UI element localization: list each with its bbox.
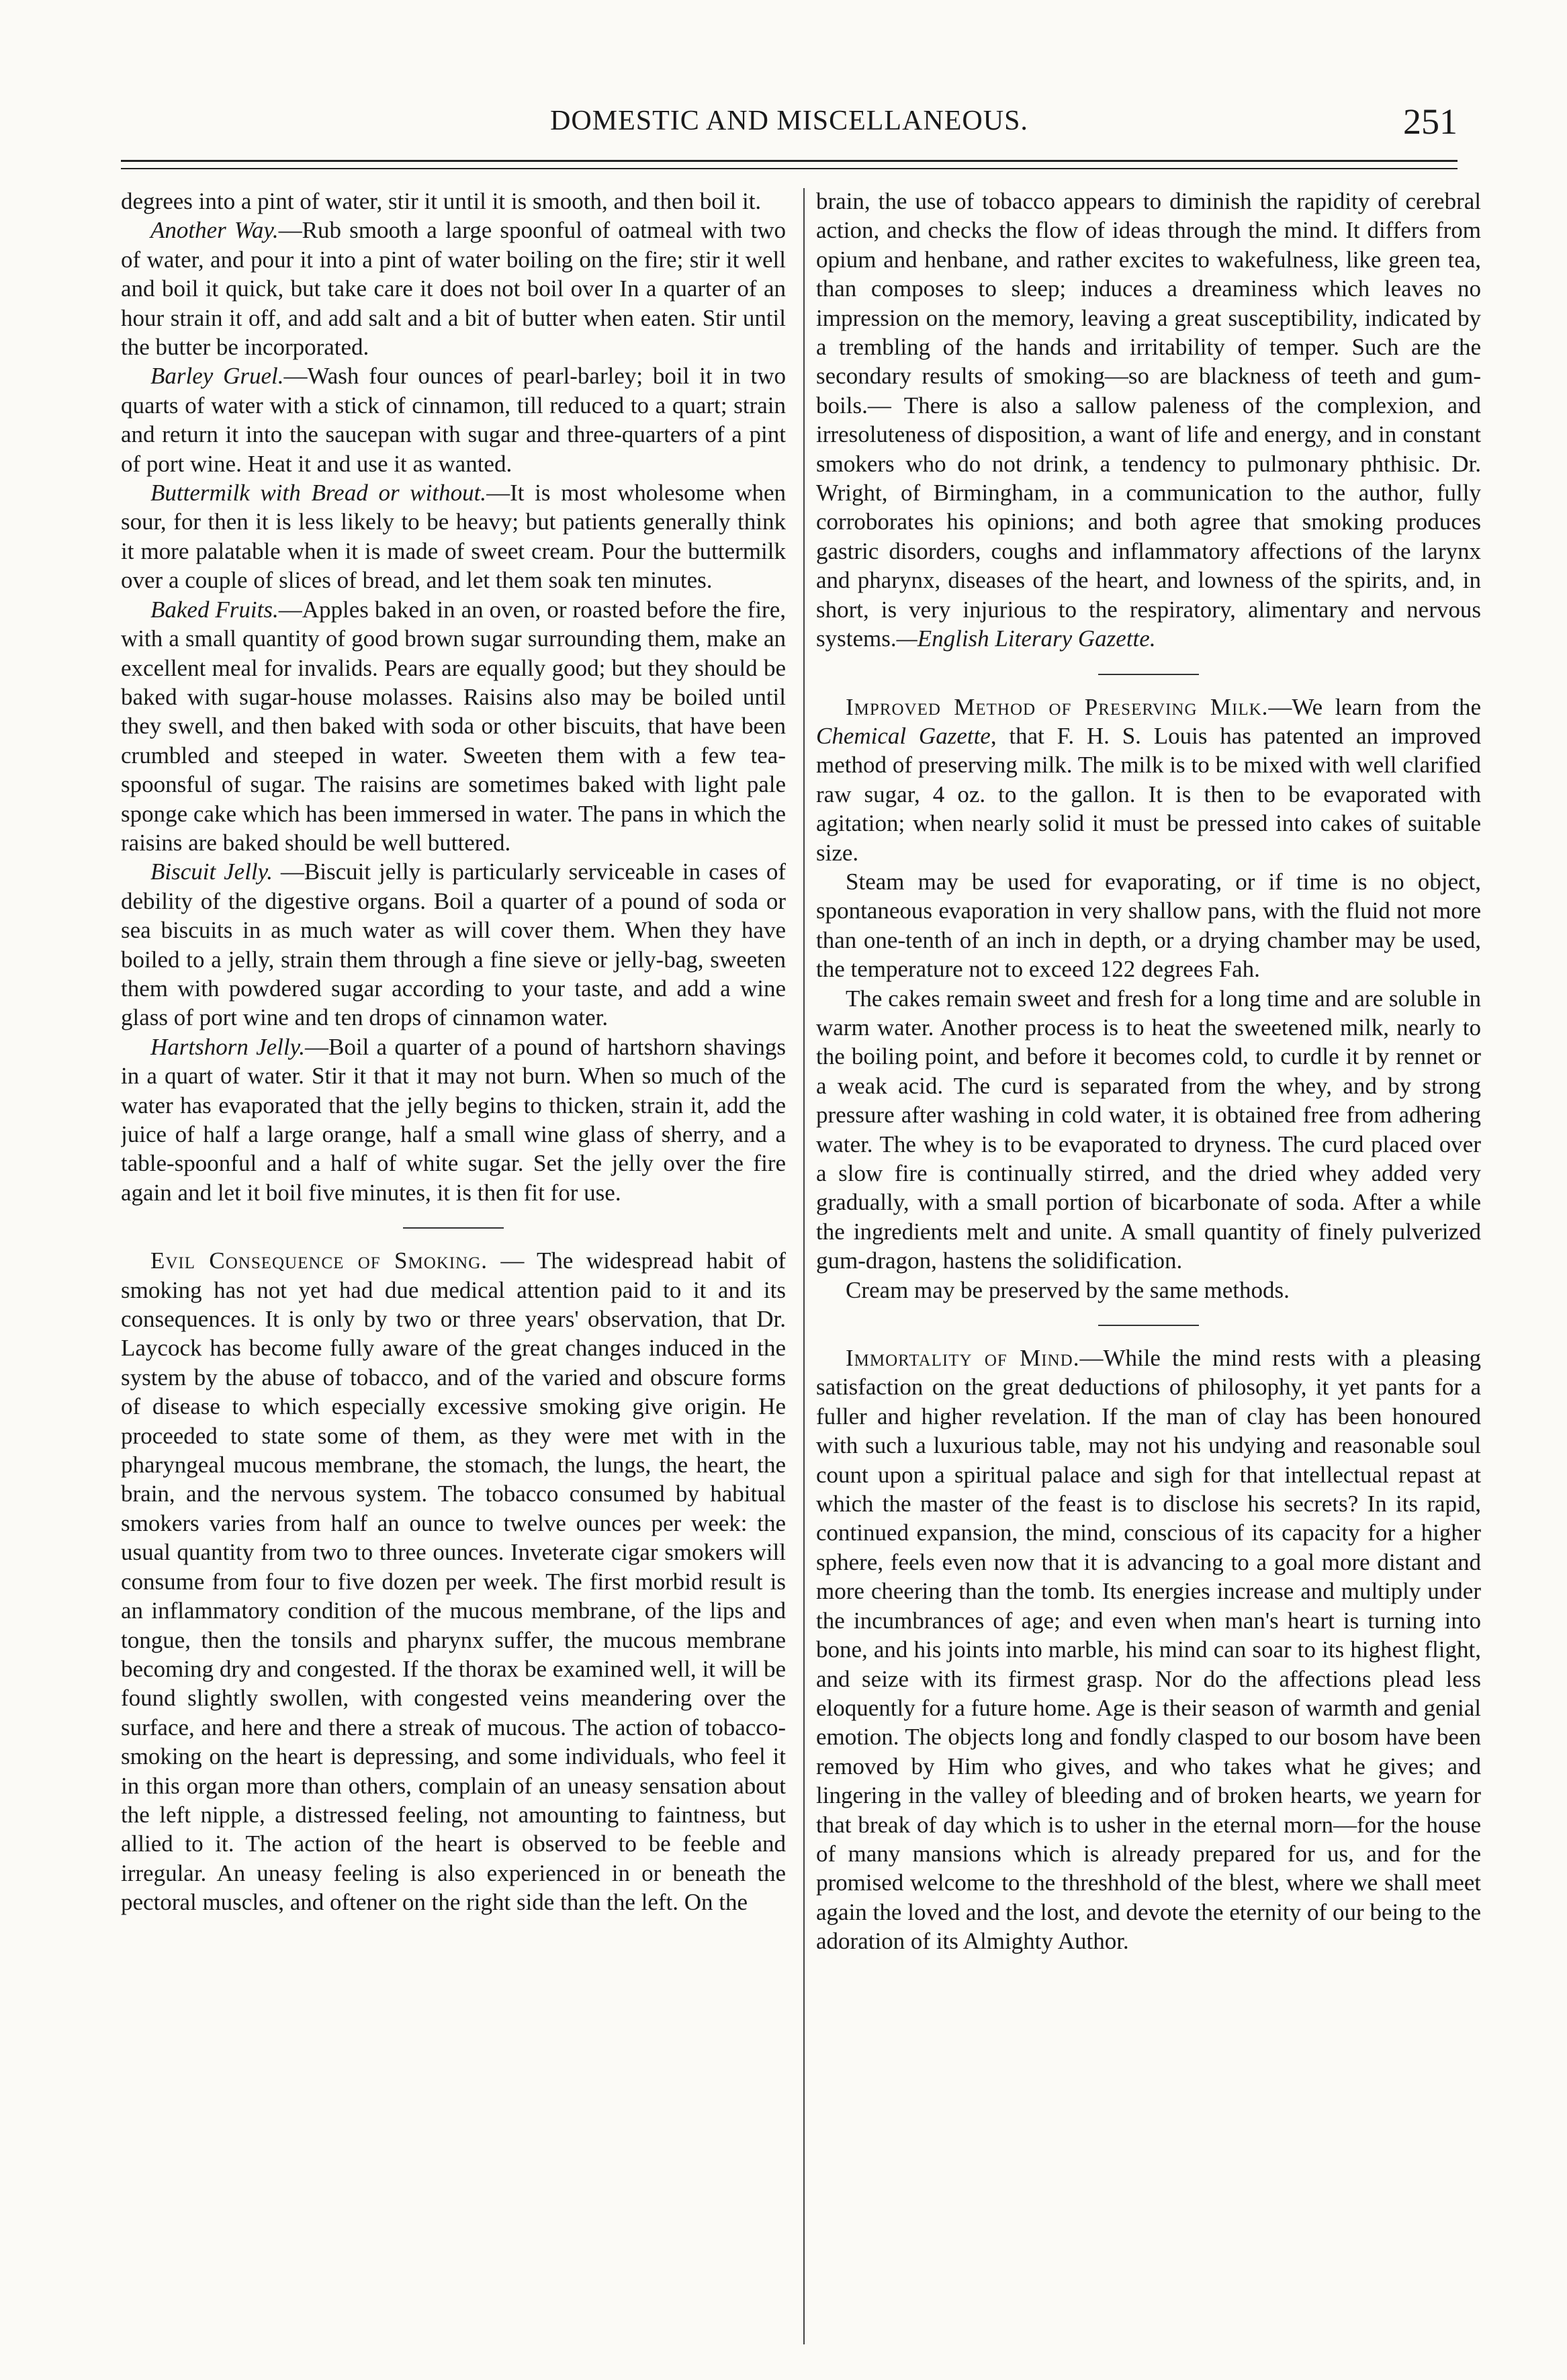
paragraph-text: —Boil a quarter of a pound of hartshorn shavings in a quart of water. Stir it that it may not burn. When so much of the water has evaporated that the jelly begins to thicken, strain it, add the juice of half a large orange, half a small wine glass of sherry, and a table-spoonful and a half of white sugar. Set the jelly over the fire again and let it boil five minutes, it is then fit for use. xyxy=(121,1033,786,1206)
paragraph-hartshorn-jelly xyxy=(121,1032,786,1207)
running-title: DOMESTIC AND MISCELLANEOUS. xyxy=(550,105,1028,136)
paragraph-text: brain, the use of tobacco appears to diminish the rapidity of cerebral action, and checks the flow of ideas through the mind. It differs from opium and henbane, and rather excites to wakefulness, like green tea, than composes to sleep; induces a dreaminess which leaves no impression on the memory, leaving a great susceptibility, indicated by a trembling of the hands and irritability of temper. Such are the secondary results of smoking—so are blackness of teeth and gum-boils.— There is also a sallow paleness of the complexion, and irresoluteness of disposition, a want of life and energy, and in constant smokers who do not drink, a tendency to pulmonary phthisic. Dr. Wright, of Birmingham, in a communication to the author, fully corroborates his opinions; and both agree that smoking produces gastric disorders, coughs and inflammatory affections of the larynx and pharynx, diseases of the heart, and lowness of the spirits, and, in short, is very injurious to the respiratory, alimentary and nervous systems. xyxy=(816,188,1481,652)
paragraph-biscuit-jelly xyxy=(121,857,786,1032)
paragraph-text: , that F. H. S. Louis has patented an improved method of preserving milk. The milk is to be mixed with well clarified raw sugar, 4 oz. to the gallon. It is then to be evaporated with agitation; when nearly solid it must be pressed into cakes of suitable size. xyxy=(816,722,1481,866)
recipe-heading: Another Way. xyxy=(150,217,279,244)
right-column xyxy=(816,187,1481,2350)
paragraph-steam xyxy=(816,867,1481,984)
article-heading: Immortality of Mind. xyxy=(846,1345,1080,1372)
paragraph-text: —While the mind rests with a pleasing satisfaction on the great deductions of philosophy, it yet pants for a fuller and higher revelation. If the man of clay has been honoured with such a luxurious table, may not his undying and reasonable soul count upon a spiritual palace and sigh for that intellectual repast at which the master of the feast is to disclose his secrets? In its rapid, continued expansion, the mind, conscious of its capacity for a higher sphere, feels even now that it is advancing to a goal more distant and more cheering than the tomb. Its energies increase and multiply under the incumbrances of age; and even when man's heart is turning into bone, and his joints into marble, his mind can soar to its highest flight, and seize with its firmest grasp. Nor do the affections plead less eloquently for a future home. Age is their season of warmth and genial emotion. The objects long and fondly clasped to our bosom have been removed by Him who gives, and who takes what he gives; and lingering in the valley of bleeding and of broken hearts, we yearn for that break of day which is to usher in the eternal morn—for the house of many mansions which is already prepared for us, and for the promised welcome to the threshhold of the blest, where we shall meet again the loved and the lost, and devote the eternity of our being to the adoration of its Almighty Author. xyxy=(816,1345,1481,1955)
paragraph-another-way xyxy=(121,216,786,361)
running-header xyxy=(121,101,1458,148)
recipe-heading: Biscuit Jelly. xyxy=(150,858,273,885)
paragraph-text: Cream may be preserved by the same methods. xyxy=(846,1276,1290,1303)
recipe-heading: Hartshorn Jelly. xyxy=(150,1033,305,1060)
page-number: 251 xyxy=(1403,101,1458,142)
paragraph-text: Steam may be used for evaporating, or if time is no object, spontaneous evaporation in very shallow pans, with the fluid not more than one-tenth of an inch in depth, or a drying chamber may be used, the temperature not to exceed 122 degrees Fah. xyxy=(816,868,1481,983)
header-rule-bottom xyxy=(121,168,1458,169)
paragraph-text: The cakes remain sweet and fresh for a long time and are soluble in warm water. Another process is to heat the sweetened milk, nearly to the boiling point, and before it becomes cold, to curdle it by rennet or a weak acid. The curd is separated from the whey, and by strong pressure after washing in cold water, it is obtained free from adhering water. The whey is to be evaporated to dryness. The curd placed over a slow fire is continually stirred, and the dried whey added very gradually, with a small portion of bicarbonate of soda. After a while the ingredients melt and unite. A small quantity of finely pulverized gum-dragon, hastens the solidification. xyxy=(816,985,1481,1274)
paragraph-text: —Wash four ounces of pearl-barley; boil it in two quarts of water with a stick of cinnamon, till reduced to a quart; strain and return it into the saucepan with sugar and three-quarters of a pint of port wine. Heat it and use it as wanted. xyxy=(121,363,786,477)
paragraph-buttermilk xyxy=(121,478,786,595)
section-separator xyxy=(403,1227,504,1229)
paragraph-text: —Biscuit jelly is particularly serviceable in cases of debility of the digestive organs. Boil a quarter of a pound of soda or sea biscuits in as much water as will cover them. When they have boiled to a jelly, strain them through a fine sieve or jelly-bag, sweeten them with powdered sugar according to your taste, and add a wine glass of port wine and ten drops of cinnamon water. xyxy=(121,858,786,1031)
paragraph-gruel-continued xyxy=(121,187,786,216)
article-heading: Improved Method of Preserving Milk. xyxy=(846,693,1269,720)
header-rule-top xyxy=(121,160,1458,162)
paragraph-text: —We learn from the xyxy=(1268,693,1481,720)
paragraph-text: — The widespread habit of smoking has not yet had due medical attention paid to it and its consequences. It is only by two or three years' observation, that Dr. Laycock has become fully aware of the great changes induced in the system by the abuse of tobacco, and of the varied and obscure forms of disease to which especially excessive smoking give origin. He proceeded to state some of them, as they were met with in the pharyngeal mucous membrane, the stomach, the lungs, the heart, the brain, and the nervous system. The tobacco consumed by habitual smokers varies from half an ounce to twelve ounces per week: the usual quantity from two to three ounces. Inveterate cigar smokers will consume from four to five dozen per week. The first morbid result is an inflammatory condition of the mucous membrane, of the lips and tongue, then the tonsils and pharynx suffer, the mucous membrane becoming dry and congested. If the thorax be examined well, it will be found slightly swollen, with congested veins meandering over the surface, and here and there a streak of mucous. The action of tobacco-smoking on the heart is depressing, and some individuals, who feel it in this organ more than others, complain of an uneasy sensation about the left nipple, a distressed feeling, not amounting to faintness, but allied to it. The action of the heart is observed to be feeble and irregular. An uneasy feeling is also experienced in or beneath the pectoral muscles, and oftener on the right side than the left. On the xyxy=(121,1247,786,1916)
source-citation: Chemical Gazette xyxy=(816,722,991,749)
paragraph-immortality xyxy=(816,1343,1481,1956)
paragraph-text: —Apples baked in an oven, or roasted before the fire, with a small quantity of good brown sugar surrounding them, make an excellent meal for invalids. Pears are equally good; but they should be baked with sugar-house molasses. Raisins also may be boiled until they swell, and then baked with soda or other biscuits, that have been crumbled and steeped in water. Sweeten them with a few tea-spoonsful of sugar. The raisins are sometimes baked with light pale sponge cake which has been immersed in water. The pans in which the raisins are baked should be well buttered. xyxy=(121,596,786,856)
paragraph-evil-smoking xyxy=(121,1246,786,1916)
paragraph-smoking-continued xyxy=(816,187,1481,654)
recipe-heading: Barley Gruel. xyxy=(150,363,284,390)
paragraph-cakes xyxy=(816,984,1481,1276)
paragraph-barley-gruel xyxy=(121,361,786,478)
recipe-heading: Buttermilk with Bread or without. xyxy=(150,480,487,506)
paragraph-baked-fruits xyxy=(121,595,786,858)
paragraph-cream xyxy=(816,1276,1481,1305)
paragraph-text: —It is most wholesome when sour, for then it is less likely to be heavy; but patients generally think it more palatable when it is made of sweet cream. Pour the buttermilk over a couple of slices of bread, and let them soak ten minutes. xyxy=(121,480,786,594)
source-citation: —English Literary Gazette. xyxy=(896,625,1156,652)
recipe-heading: Baked Fruits. xyxy=(150,596,279,623)
section-separator xyxy=(1098,674,1199,675)
section-separator xyxy=(1098,1325,1199,1326)
column-divider xyxy=(803,188,805,2344)
left-column xyxy=(121,187,786,2350)
paragraph-preserving-milk xyxy=(816,693,1481,867)
paragraph-text: degrees into a pint of water, stir it until it is smooth, and then boil it. xyxy=(121,188,762,214)
paragraph-text: —Rub smooth a large spoonful of oatmeal with two of water, and pour it into a pint of water boiling on the fire; stir it well and boil it quick, but take care it does not boil over In a quarter of an hour strain it off, and add salt and a bit of butter when eaten. Stir until the butter be incorporated. xyxy=(121,217,786,361)
article-heading: Evil Consequence of Smoking. xyxy=(150,1247,488,1274)
